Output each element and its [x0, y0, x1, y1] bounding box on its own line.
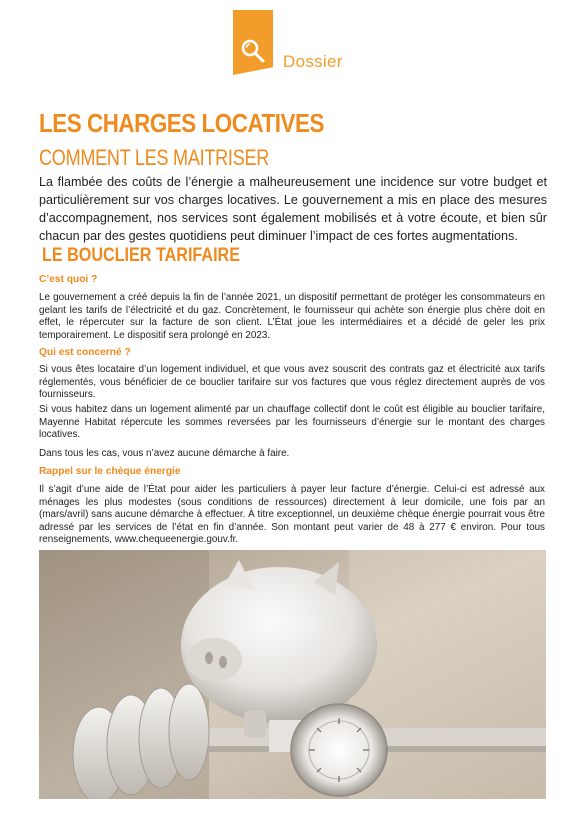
- piggy-bank-radiator-photo: [39, 550, 546, 799]
- paragraph-cheque: Il s’agit d’une aide de l’État pour aider les particuliers à payer leur facture d’énergie. Celui-ci est adressé aux ménages les plus modestes (sous conditions de ressources) directement à leur domicile, une fois par an (mars/avril) sans aucune démarche à effectuer. À titre exceptionnel, un deuxième chèque énergie pourrait vous être adressé par les services de l’état en fin d’année. Son montant peut varier de 48 à 277 € environ. Pour tous renseignements, www.chequeenergie.gouv.fr.: [39, 484, 545, 546]
- question-heading-what: C’est quoi ?: [39, 274, 98, 285]
- question-heading-cheque: Rappel sur le chèque énergie: [39, 466, 181, 477]
- search-icon: [240, 38, 266, 64]
- paragraph-what: Le gouvernement a créé depuis la fin de l’année 2021, un dispositif permettant de protéger les consommateurs en gelant les tarifs de l’électricité et du gaz. Concrètement, le fournisseur qui achète son énergie plus chère doit en effet, le répercuter sur la facture de son client. L’État joue les intermédiaires et a décidé de geler les prix temporairement. Le dispositif sera prolongé en 2023.: [39, 292, 545, 341]
- page-subtitle: COMMENT LES MAITRISER: [39, 145, 270, 170]
- section-label: Dossier: [283, 52, 343, 71]
- paragraph-who: Si vous êtes locataire d’un logement individuel, et que vous avez souscrit des contrats gaz et électricité aux tarifs réglementés, vous bénéficier de ce bouclier tarifaire sur vos factures que vous réglez directement auprès de vos fournisseurs.: [39, 364, 545, 401]
- intro-paragraph: La flambée des coûts de l’énergie a malheureusement une incidence sur votre budget et particulièrement sur vos charges locatives. Le gouvernement a mis en place des mesures d’accompagnement, nos services sont également mobilisés et à votre écoute, et bien sûr chacun par des gestes quotidiens peut diminuer l’impact de ces fortes augmentations.: [39, 175, 547, 243]
- dossier-tab: [233, 10, 273, 75]
- paragraph-collective: Si vous habitez dans un logement alimenté par un chauffage collectif dont le coût est éligible au bouclier tarifaire, Mayenne Habitat répercute les sommes reversées par les fournisseurs d’énergie sur le montant des charges locatives.: [39, 404, 545, 441]
- section-heading: LE BOUCLIER TARIFAIRE: [42, 245, 240, 266]
- paragraph-no-action: Dans tous les cas, vous n’avez aucune démarche à faire.: [39, 448, 290, 459]
- question-heading-who: Qui est concerné ?: [39, 347, 131, 358]
- page-title: LES CHARGES LOCATIVES: [39, 108, 324, 138]
